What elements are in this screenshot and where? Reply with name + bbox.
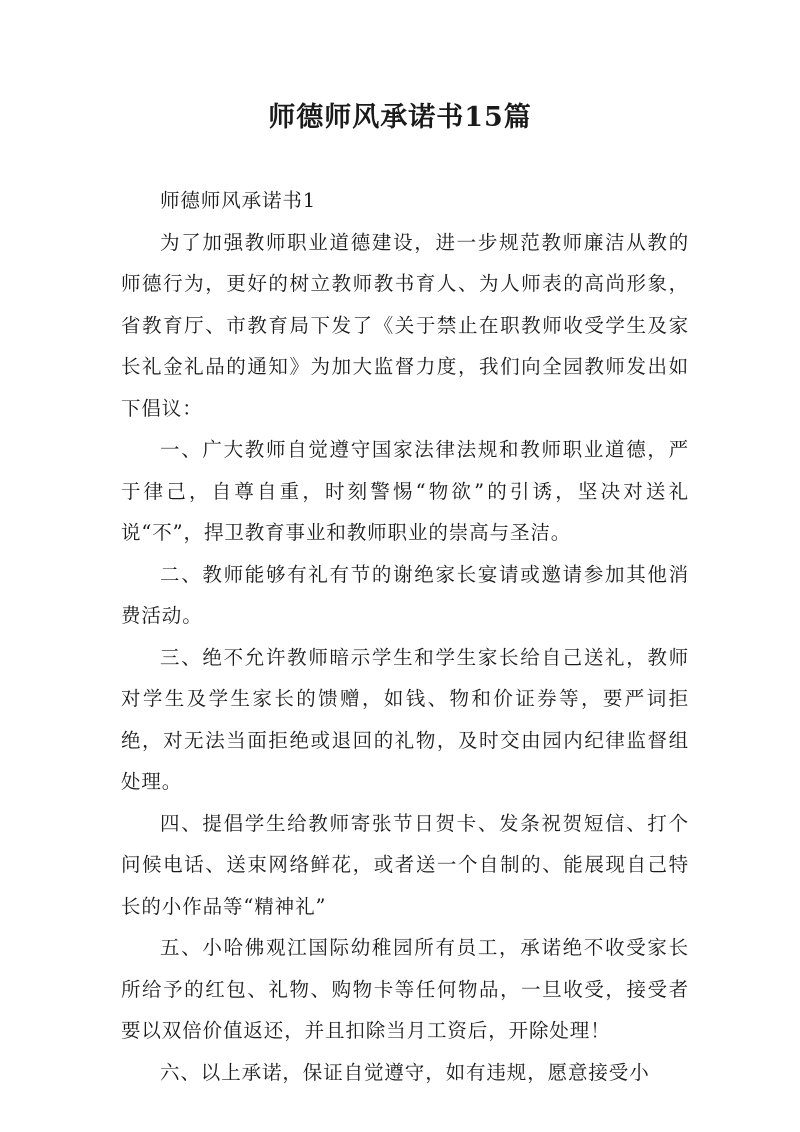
paragraph-item-1: 一、广大教师自觉遵守国家法律法规和教师职业道德，严于律己，自尊自重，时刻警惕“物欲”的引诱，坚决对送礼说“不”，捍卫教育事业和教师职业的崇高与圣洁。 (121, 438, 689, 544)
paragraph-item-4: 四、提倡学生给教师寄张节日贺卡、发条祝贺短信、打个问候电话、送束网络鲜花，或者送一个自制的、能展现自己特长的小作品等“精神礼” (121, 811, 689, 918)
document-title: 师德师风承诺书15篇 (268, 102, 532, 133)
paragraph-item-3: 三、绝不允许教师暗示学生和学生家长给自己送礼，教师对学生及学生家长的馈赠，如钱、物和价证券等，要严词拒绝，对无法当面拒绝或退回的礼物，及时交由园内纪律监督组处理。 (121, 645, 689, 793)
paragraph-intro: 为了加强教师职业道德建设，进一步规范教师廉洁从教的师德行为，更好的树立教师教书育人、为人师表的高尚形象，省教育厅、市教育局下发了《关于禁止在职教师收受学生及家长礼金礼品的通知》为加大监督力度，我们向全园教师发出如下倡议： (121, 230, 689, 420)
paragraph-item-5: 五、小哈佛观江国际幼稚园所有员工，承诺绝不收受家长所给予的红包、礼物、购物卡等任何物品，一旦收受，接受者要以双倍价值返还，并且扣除当月工资后，开除处理！ (121, 936, 689, 1042)
paragraph-item-2: 二、教师能够有礼有节的谢绝家长宴请或邀请参加其他消费活动。 (121, 562, 689, 627)
section-heading: 师德师风承诺书1 (160, 189, 317, 212)
paragraph-item-6: 六、以上承诺，保证自觉遵守，如有违规，愿意接受小 (160, 1060, 650, 1084)
document-body (121, 180, 689, 1093)
